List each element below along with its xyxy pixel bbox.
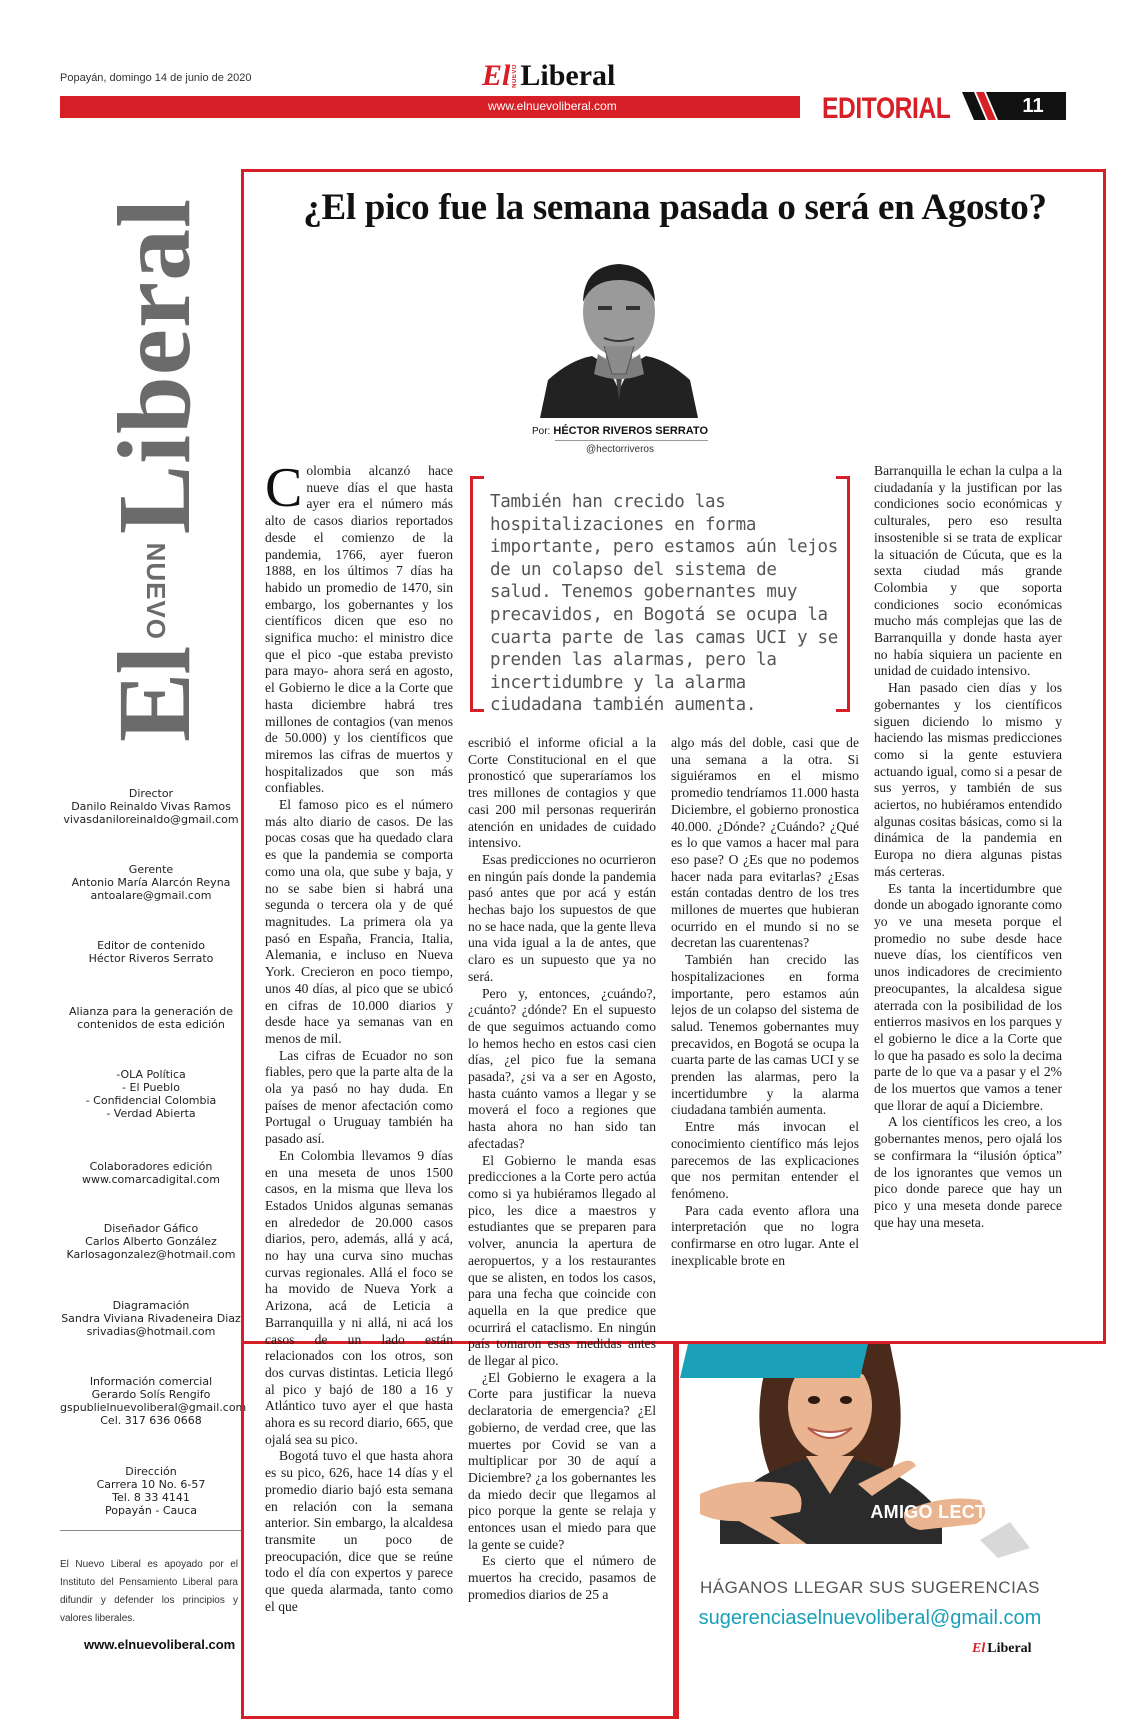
staff-line: - Confidencial Colombia <box>85 1094 217 1107</box>
paragraph: Han pasado cien días y los gobernantes y los científicos siguen diciendo lo mismo y haciendo las mismas predicciones como si la gente estuviera actuando igual, como si a pesar de sus yerros, y también de sus aciertos, no hubiéramos entendido algunas cositas básicas, como si la dinámica de la pandemia en Europa no diera algunas pistas más certeras. <box>874 680 1062 879</box>
staff-phone: Tel. 8 33 4141 <box>112 1491 190 1504</box>
staff-line: Héctor Riveros Serrato <box>88 952 214 965</box>
author-name: HÉCTOR RIVEROS SERRATO <box>553 425 709 437</box>
article-column-4 <box>874 463 1062 1231</box>
paragraph: Bogotá tuvo el que hasta ahora es su pico, 626, hace 14 días y el promedio diario bajó esta semana en relación con la semana anterior. Sin embargo, la alcaldesa transmite un poco de preocupación, dice que se reúne todo el día con expertos y parece que queda alarmada, tanto como el que <box>265 1448 453 1614</box>
staff-line: Antonio María Alarcón Reyna <box>71 876 231 889</box>
logo-nuevo: NUEVO <box>512 64 519 88</box>
staff-block-alianza <box>60 1005 242 1031</box>
paragraph: Es cierto que el número de muertos ha crecido, pasamos de promedios diarios de 25 a <box>468 1553 656 1602</box>
paragraph: Pero y, entonces, ¿cuándo?, ¿cuánto? ¿dónde? En el supuesto de que seguimos actuando como lo hemos hecho en estos casi cien días, ¿el pico fue la semana pasada?, ¿si va a ser en Agosto, hasta cuánto vamos a llegar y se moverá el foco a regiones que hasta ahora no han sido tan afectadas? <box>468 985 656 1151</box>
staff-line: Gerardo Solís Rengifo <box>91 1388 211 1401</box>
staff-block-diagramacion <box>60 1299 242 1338</box>
staff-line: - El Pueblo <box>122 1081 180 1094</box>
staff-line: contenidos de esta edición <box>77 1018 225 1031</box>
article-column-3 <box>671 735 859 1270</box>
staff-role: Colaboradores edición <box>89 1160 213 1173</box>
vertical-masthead-el: El <box>97 647 212 743</box>
header-website-link[interactable]: www.elnuevoliberal.com <box>488 99 617 113</box>
staff-role: Gerente <box>128 863 174 876</box>
sidebar-divider <box>60 1530 242 1531</box>
section-title: EDITORIAL <box>822 92 951 125</box>
paragraph: El famoso pico es el número más alto diario de casos. De las pocas cosas que ha quedado clara es que la pandemia se comporta como una ola, que sube y baja, y no se sabe bien si habrá una segunda o tercera ola y de qué magnitudes. La primera ola ya pasó en España, Francia, Italia, Alemania, e incluso en Nueva York. Crecieron en poco tiempo, unos 40 días, al pico que se ubicó en cifras de 10.000 diarios y desde hace ya semanas van en menos de mil. <box>265 797 453 1046</box>
byline-prefix: Por: <box>531 426 551 437</box>
footer-website-link[interactable]: www.elnuevoliberal.com <box>84 1637 236 1652</box>
vertical-masthead <box>90 180 220 760</box>
paragraph: algo más del doble, casi que de una semana a la otra. Si siguiéramos en el mismo promedio tendríamos 11.000 hasta Diciembre, el gobierno pronostica 40.000. ¿Dónde? ¿Cuándo? ¿Qué es lo que vamos a hacer mal para eso pase? O ¿Es que no podemos hacer nada para evitarlas? ¿Esas están contadas dentro de los tres millones de muertes que hubieran ocurrido en el mundo si no se decretan las cuarentenas? <box>671 735 859 951</box>
paragraph: ¿El Gobierno le exagera a la Corte para justificar la nueva declaratoria de emergencia? ¿El gobierno, de verdad cree, que las muertes por Covid se van a multiplicar por 30 de aquí a Diciembre? ¿a los gobernantes les da miedo decir que llegamos al pico porque la gente se relaja y entonces usan el miedo para que la gente se cuide? <box>468 1369 656 1552</box>
staff-block-comercial <box>60 1375 247 1427</box>
newspaper-logo[interactable] <box>482 57 615 91</box>
staff-email[interactable]: gspublielnuevoliberal@gmail.com <box>60 1401 247 1414</box>
author-handle[interactable]: @hectorriveros <box>586 444 654 455</box>
paragraph: Entre más invocan el conocimiento científico más lejos parecemos de las explicaciones que nos permitan entender el fenómeno. <box>671 1119 859 1201</box>
ad-badge-background <box>680 1344 868 1378</box>
logo-liberal: Liberal <box>520 59 616 92</box>
article-column-2 <box>468 735 656 1604</box>
staff-email[interactable]: srivadias@hotmail.com <box>86 1325 216 1338</box>
reader-suggestions-ad[interactable] <box>680 1344 1060 1664</box>
ad-headline: HÁGANOS LLEGAR SUS SUGERENCIAS <box>700 1578 1040 1597</box>
ad-email-link[interactable]: sugerenciaselnuevoliberal@gmail.com <box>698 1607 1042 1629</box>
byline-underline <box>555 440 708 441</box>
staff-block-editor <box>60 939 242 965</box>
staff-line: Popayán - Cauca <box>104 1504 198 1517</box>
staff-block-gerente <box>60 863 242 902</box>
paragraph: A los científicos les creo, a los gobernantes menos, pero ojalá los se confirmara la “ilusión óptica” de los ignorantes que vemos un pico donde parece que hay un pico y una meseta donde parece que hay una meseta. <box>874 1114 1062 1230</box>
pull-quote: También han crecido las hospitalizaciones en forma importante, pero estamos aún lejos de un colapso del sistema de salud. Tenemos gobernantes muy precavidos, en Bogotá se ocupa la cuarta parte de las camas UCI y se prenden las alarmas, pero la incertidumbre y la alarma ciudadana también aumenta. <box>490 492 839 716</box>
staff-email[interactable]: vivasdaniloreinaldo@gmail.com <box>63 813 239 826</box>
paragraph: En Colombia llevamos 9 días en una meseta de unos 1500 casos, en la misma que lleva los Estados Unidos algunas semanas en alrededor de 20.000 casos diarios, pero, además, allá y acá, no hay una curva sino muchas curvas regionales. Allá el foco se ha movido de Nueva York a Arizona, acá de Leticia a Barranquilla y ni allá, ni acá los casos de un lado están relacionados con los otros, son dos curvas distintas. Leticia llegó al pico y bajó de 180 a 16 y Atlántico tuvo ayer el que hasta ahora es su record diario, 665, que ojalá sea su pico. <box>265 1147 453 1447</box>
paragraph: Las cifras de Ecuador no son fiables, pero que la parte alta de la ola ya pasó no hay duda. En países de menor afectación como Portugal o Uruguay también ha pasado así. <box>265 1047 453 1147</box>
staff-role: Alianza para la generación de <box>69 1005 233 1018</box>
staff-line: Danilo Reinaldo Vivas Ramos <box>71 800 231 813</box>
byline <box>520 425 720 437</box>
staff-line: - Verdad Abierta <box>106 1107 196 1120</box>
page-number: 11 <box>1000 92 1066 120</box>
staff-role: Director <box>128 787 174 800</box>
staff-role: Editor de contenido <box>97 939 205 952</box>
paragraph: escribió el informe oficial a la Corte Constitucional en el que pronosticó que superaríamos los tres millones de contagios y que casi 200 mil personas requerirán atención en unidades de cuidado intensivo. <box>468 735 656 851</box>
staff-role: Información comercial <box>89 1375 213 1388</box>
staff-email[interactable]: Karlosagonzalez@hotmail.com <box>66 1248 236 1261</box>
staff-block-director <box>60 787 242 826</box>
ad-logo <box>972 1641 1032 1657</box>
ad-logo-el: El <box>972 1641 986 1656</box>
staff-line: Sandra Viviana Rivadeneira Diaz <box>61 1312 241 1325</box>
staff-block-colaboradores <box>60 1160 242 1186</box>
author-portrait <box>540 250 698 418</box>
staff-link[interactable]: www.comarcadigital.com <box>82 1173 220 1186</box>
staff-line: Carrera 10 No. 6-57 <box>96 1478 206 1491</box>
staff-role: Diseñador Gáfico <box>103 1222 199 1235</box>
staff-phone: Cel. 317 636 0668 <box>100 1414 202 1427</box>
logo-el: El <box>482 59 511 92</box>
staff-block-direccion <box>60 1465 242 1517</box>
paragraph: Para cada evento aflora una interpretación que no logra confirmarse en otro lugar. Ante el inexplicable brote en <box>671 1202 859 1268</box>
vertical-masthead-liberal: Liberal <box>97 197 212 535</box>
staff-block-partners <box>60 1068 242 1120</box>
issue-date: Popayán, domingo 14 de junio de 2020 <box>60 72 252 84</box>
staff-block-disenador <box>60 1222 242 1261</box>
staff-role: -OLA Política <box>116 1068 186 1081</box>
paragraph: Esas predicciones no ocurrieron en ningún país donde la pandemia pasó antes que por acá y están hechas bajo los supuestos de que no se hace nada, que la gente lleva una vida igual a la de antes, que claro es un supuesto que ya no será. <box>468 851 657 984</box>
ad-logo-liberal: Liberal <box>987 1641 1032 1656</box>
staff-line: Carlos Alberto González <box>85 1235 217 1248</box>
header-red-bar <box>60 96 800 118</box>
paragraph: Barranquilla le echan la culpa a la ciudadanía y la justifican por las condiciones socio económicas y culturales, pero eso resulta insostenible si se trata de explicar la situación de Cúcuta, que es la sexta ciudad más grande Colombia y que soporta condiciones socio económicas mucho más complejas que las de Barranquilla y donde hasta ayer no había siquiera un paciente en unidad de cuidado intensivo. <box>874 463 1062 679</box>
section-slash-decoration <box>962 92 1004 120</box>
article-column-1 <box>265 457 453 1616</box>
staff-email[interactable]: antoalare@gmail.com <box>90 889 212 902</box>
article-headline: ¿El pico fue la semana pasada o será en Agosto? <box>303 187 1047 228</box>
paragraph: El Gobierno le manda esas predicciones a la Corte pero actúa como si ya hubiéramos llegado al pico, les dice a maestros y estudiantes que se preparen para volver, anuncia la apertura de aeropuertos, y a los restaurantes que se alisten, en todos los casos, para una fecha que coincide con aquella en la que predice que ocurrirá el cataclismo. En ningún país tomaron esas medidas antes de llegar al pico. <box>468 1152 656 1369</box>
staff-role: Diagramación <box>112 1299 190 1312</box>
staff-role: Dirección <box>125 1465 177 1478</box>
support-note: El Nuevo Liberal es apoyado por el Instituto del Pensamiento Liberal para difundir y defender los principios y valores liberales. <box>60 1559 238 1624</box>
paragraph: Colombia alcanzó hace nueve días el que hasta ayer era el número más alto de casos diarios reportados desde el comienzo de la pandemia, 1766, ayer fueron 1888, en los últimos 7 días ha habido un promedio de 1470, sin embargo, los gobernantes y los científicos dicen que eso no significa mucho: el ministro dice que el pico -que estaba previsto para mayo- ahora será en agosto, el Gobierno le dice a la Corte que hasta diciembre habrá tres millones de contagios (van menos de 50.000) y los científicos que miremos las cifras de muertos y hospitalizados que son más confiables. <box>265 457 453 796</box>
paragraph: Es tanta la incertidumbre que donde un abogado ignorante como yo ve una meseta porque el promedio no sube desde hace nueve días, los científicos ven unos indicadores de crecimiento preocupantes, la alcaldesa sigue aterrada con la posibilidad de los entierros masivos en los parques y el gobierno le dice a la Corte que lo que ha pasado es solo la decima parte de lo que va a pasar y el 2% de los muertos que vamos a tener que llorar de aquí a Diciembre. <box>874 880 1062 1113</box>
ad-badge: AMIGO LECTOR <box>870 1502 1014 1522</box>
paragraph: También han crecido las hospitalizaciones en forma importante, pero estamos aún lejos de un colapso del sistema de salud. Tenemos gobernantes muy precavidos, en Bogotá se ocupa la cuarta parte de las camas UCI y se prenden las alarmas, pero la incertidumbre y la alarma ciudadana también aumenta. <box>671 952 859 1118</box>
pull-quote-bracket-left <box>470 476 484 712</box>
vertical-masthead-nuevo: NUEVO <box>140 542 171 640</box>
